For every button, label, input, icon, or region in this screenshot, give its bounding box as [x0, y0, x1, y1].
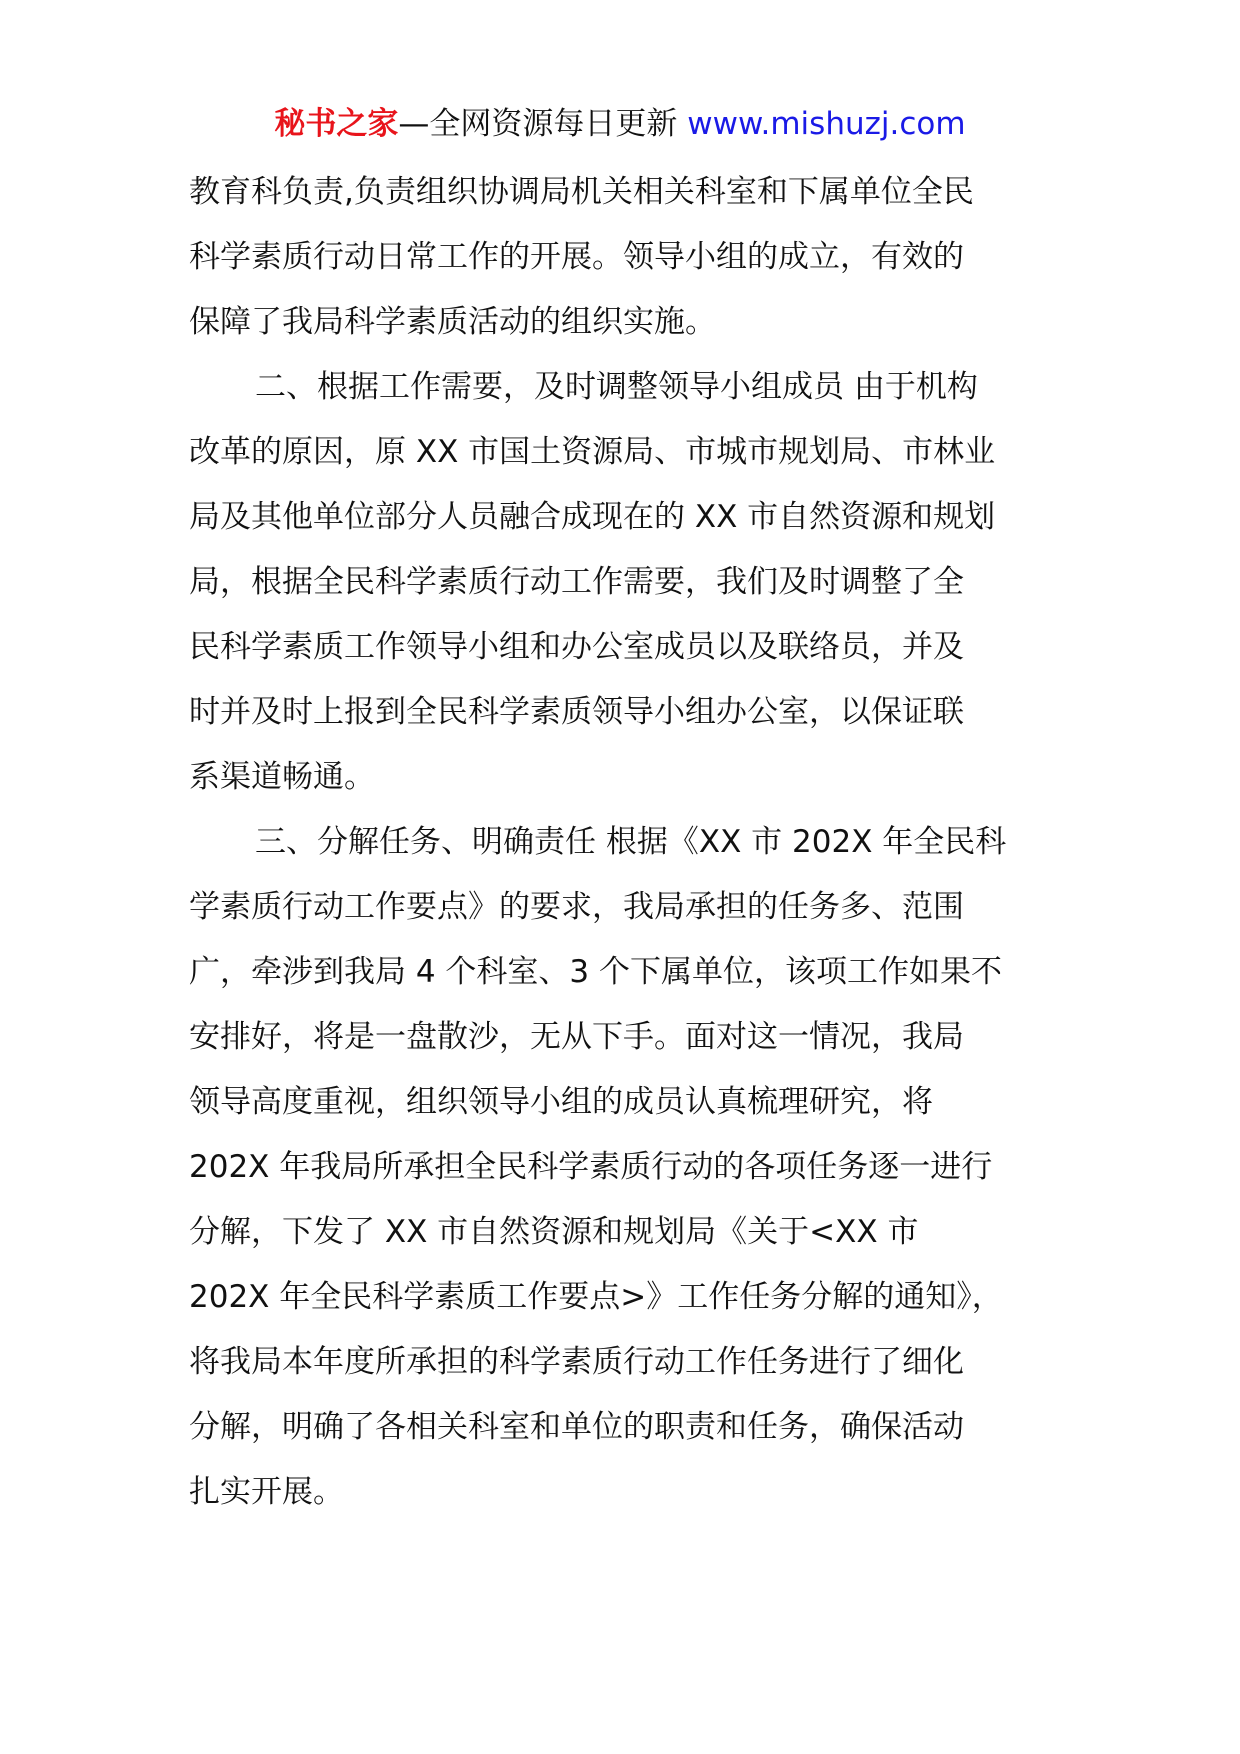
text-line: 保障了我局科学素质活动的组织实施。 [189, 304, 716, 340]
text-line: 扎实开展。 [189, 1474, 344, 1510]
text-line: 将我局本年度所承担的科学素质行动工作任务进行了细化 [189, 1344, 964, 1380]
text-line: 分解，明确了各相关科室和单位的职责和任务，确保活动 [189, 1409, 964, 1445]
text-line: 民科学素质工作领导小组和办公室成员以及联络员，并及 [189, 629, 964, 665]
text-line: 202X 年全民科学素质工作要点>》工作任务分解的通知》， [189, 1279, 1003, 1315]
text-line: 广，牵涉到我局 4 个科室、3 个下属单位，该项工作如果不 [189, 954, 1003, 990]
text-line: 领导高度重视，组织领导小组的成员认真梳理研究，将 [189, 1084, 933, 1120]
paragraph-2 [189, 355, 1089, 810]
text-line: 时并及时上报到全民科学素质领导小组办公室，以保证联 [189, 694, 964, 730]
page-header [0, 98, 1240, 150]
text-line: 202X 年我局所承担全民科学素质行动的各项任务逐一进行 [189, 1149, 993, 1185]
text-line: 系渠道畅通。 [189, 759, 375, 795]
text-line: 安排好，将是一盘散沙，无从下手。面对这一情况，我局 [189, 1019, 964, 1055]
site-url-link[interactable]: www.mishuzj.com [687, 106, 966, 142]
paragraph-3 [189, 810, 1089, 1525]
text-line: 分解，下发了 XX 市自然资源和规划局《关于<XX 市 [189, 1214, 919, 1250]
text-line: 三、分解任务、明确责任 根据《XX 市 202X 年全民科 [255, 824, 1007, 860]
text-line: 局及其他单位部分人员融合成现在的 XX 市自然资源和规划 [189, 499, 996, 535]
text-line: 二、根据工作需要，及时调整领导小组成员 由于机构 [255, 369, 978, 405]
text-line: 局，根据全民科学素质行动工作需要，我们及时调整了全 [189, 564, 964, 600]
text-line: 教育科负责,负责组织协调局机关相关科室和下属单位全民 [189, 174, 974, 210]
text-line: 科学素质行动日常工作的开展。领导小组的成立，有效的 [189, 239, 964, 275]
text-line: 改革的原因，原 XX 市国土资源局、市城市规划局、市林业 [189, 434, 996, 470]
text-line: 学素质行动工作要点》的要求，我局承担的任务多、范围 [189, 889, 964, 925]
brand-name: 秘书之家 [274, 106, 399, 142]
paragraph-1 [189, 160, 1089, 355]
header-tagline: —全网资源每日更新 [398, 106, 688, 142]
document-body [189, 160, 1089, 1525]
